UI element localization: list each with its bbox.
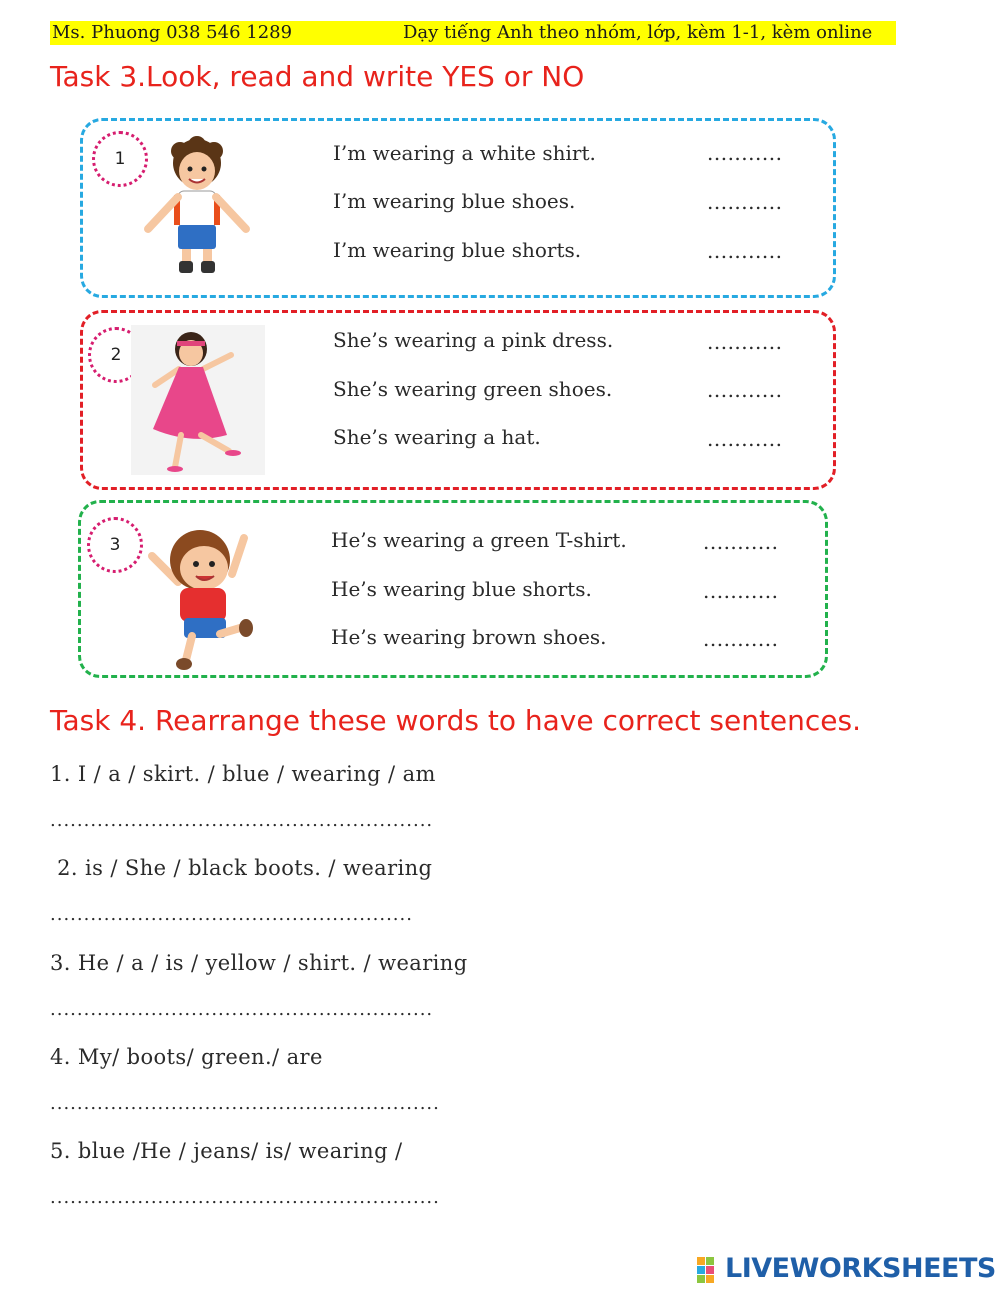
boy-illustration-3: [136, 520, 262, 672]
rearrange-prompt-4: 4. My/ boots/ green./ are: [50, 1045, 323, 1069]
statement-2-3: She’s wearing a hat.: [333, 425, 541, 449]
rearrange-answer-line-2[interactable]: ......................................................: [50, 904, 413, 925]
number-badge-1: 1: [92, 131, 148, 187]
answer-blank-3-3[interactable]: ...........: [703, 627, 779, 651]
boy-illustration-1: [142, 133, 252, 281]
answer-blank-2-3[interactable]: ...........: [707, 427, 783, 451]
rearrange-answer-line-4[interactable]: ..........................................................: [50, 1093, 440, 1114]
task3-title: Task 3.Look, read and write YES or NO: [50, 60, 585, 93]
rearrange-prompt-2: 2. is / She / black boots. / wearing: [50, 856, 433, 880]
number-badge-3: 3: [87, 517, 143, 573]
number-badge-2: 2: [88, 327, 144, 383]
answer-blank-3-1[interactable]: ...........: [703, 530, 779, 554]
rearrange-answer-line-3[interactable]: .........................................................: [50, 999, 434, 1020]
statement-3-1: He’s wearing a green T-shirt.: [331, 528, 627, 552]
answer-blank-2-1[interactable]: ...........: [707, 330, 783, 354]
statement-3-2: He’s wearing blue shorts.: [331, 577, 592, 601]
statement-1-3: I’m wearing blue shorts.: [333, 238, 582, 262]
rearrange-prompt-3: 3. He / a / is / yellow / shirt. / wearing: [50, 951, 468, 975]
rearrange-answer-line-5[interactable]: ..........................................................: [50, 1187, 440, 1208]
task4-title: Task 4. Rearrange these words to have correct sentences.: [50, 704, 862, 737]
liveworksheets-mark-icon: [697, 1257, 723, 1283]
answer-blank-1-1[interactable]: ...........: [707, 141, 783, 165]
header-bar: [50, 21, 896, 45]
teacher-contact: Ms. Phuong 038 546 1289: [52, 22, 293, 43]
statement-2-1: She’s wearing a pink dress.: [333, 328, 614, 352]
statement-1-2: I’m wearing blue shoes.: [333, 189, 576, 213]
rearrange-prompt-5: 5. blue /He / jeans/ is/ wearing /: [50, 1139, 403, 1163]
answer-blank-2-2[interactable]: ...........: [707, 378, 783, 402]
statement-3-3: He’s wearing brown shoes.: [331, 625, 607, 649]
statement-2-2: She’s wearing green shoes.: [333, 377, 613, 401]
liveworksheets-logo: [697, 1253, 997, 1287]
liveworksheets-logo-text: LIVEWORKSHEETS: [725, 1253, 996, 1284]
girl-illustration-2: [131, 325, 265, 475]
answer-blank-3-2[interactable]: ...........: [703, 579, 779, 603]
rearrange-answer-line-1[interactable]: .........................................................: [50, 810, 434, 831]
answer-blank-1-3[interactable]: ...........: [707, 239, 783, 263]
answer-blank-1-2[interactable]: ...........: [707, 190, 783, 214]
header-tagline: Dạy tiếng Anh theo nhóm, lớp, kèm 1-1, kèm online: [403, 22, 873, 43]
statement-1-1: I’m wearing a white shirt.: [333, 141, 596, 165]
rearrange-prompt-1: 1. I / a / skirt. / blue / wearing / am: [50, 762, 436, 786]
